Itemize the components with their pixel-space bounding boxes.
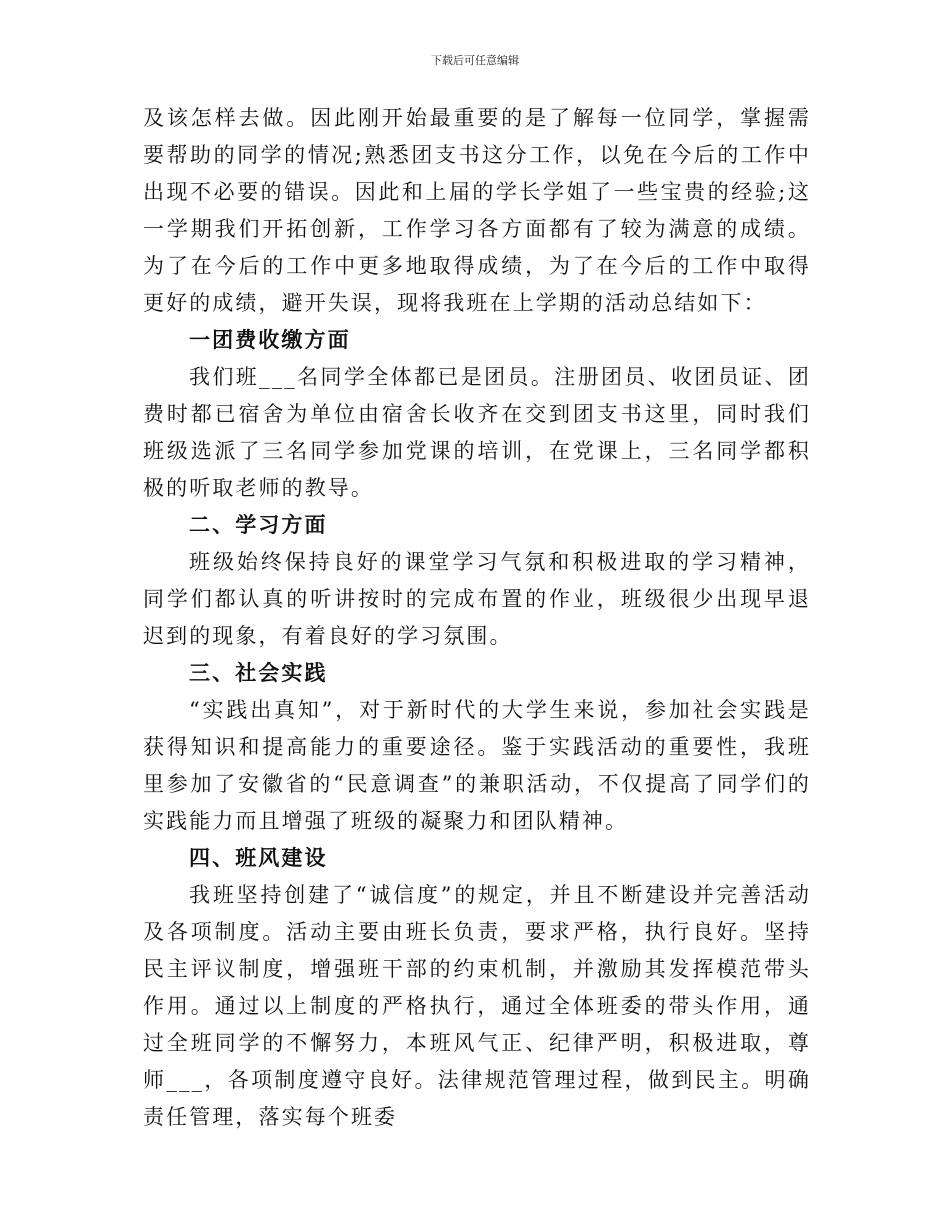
- section-heading-2: 二、学习方面: [189, 513, 328, 537]
- page-header: 下载后可任意编辑: [431, 54, 519, 67]
- section-heading-4: 四、班风建设: [189, 846, 328, 870]
- section-paragraph-4: 我班坚持创建了“诚信度”的规定，并且不断建设并完善活动及各项制度。活动主要由班长负责，要求严格，执行良好。坚持民主评议制度，增强班干部的约束机制，并激励其发挥模范带头作用。通过以上制度的严格执行，通过全体班委的带头作用，通过全班同学的不懈努力，本班风气正、纪律严明，积极进取，尊师___，各项制度遵守良好。法律规范管理过程，做到民主。明确责任管理，落实每个班委: [143, 883, 811, 1129]
- section-heading-1: 一团费收缴方面: [189, 328, 351, 352]
- section-heading-3: 三、社会实践: [189, 661, 328, 685]
- section-paragraph-2: 班级始终保持良好的课堂学习气氛和积极进取的学习精神，同学们都认真的听讲按时的完成布置的作业，班级很少出现早退迟到的现象，有着良好的学习氛围。: [143, 550, 811, 648]
- section-paragraph-3: “实践出真知”，对于新时代的大学生来说，参加社会实践是获得知识和提高能力的重要途径。鉴于实践活动的重要性，我班里参加了安徽省的“民意调查”的兼职活动，不仅提高了同学们的实践能力而且增强了班级的凝聚力和团队精神。: [143, 698, 811, 833]
- document-body: [143, 100, 811, 1136]
- section-paragraph-1: 我们班___名同学全体都已是团员。注册团员、收团员证、团费时都已宿舍为单位由宿舍长收齐在交到团支书这里，同时我们班级选派了三名同学参加党课的培训，在党课上，三名同学都积极的听取老师的教导。: [143, 365, 811, 500]
- intro-paragraph: 及该怎样去做。因此刚开始最重要的是了解每一位同学，掌握需要帮助的同学的情况;熟悉团支书这分工作，以免在今后的工作中出现不必要的错误。因此和上届的学长学姐了一些宝贵的经验;这一学期我们开拓创新，工作学习各方面都有了较为满意的成绩。为了在今后的工作中更多地取得成绩，为了在今后的工作中取得更好的成绩，避开失误，现将我班在上学期的活动总结如下：: [143, 106, 811, 315]
